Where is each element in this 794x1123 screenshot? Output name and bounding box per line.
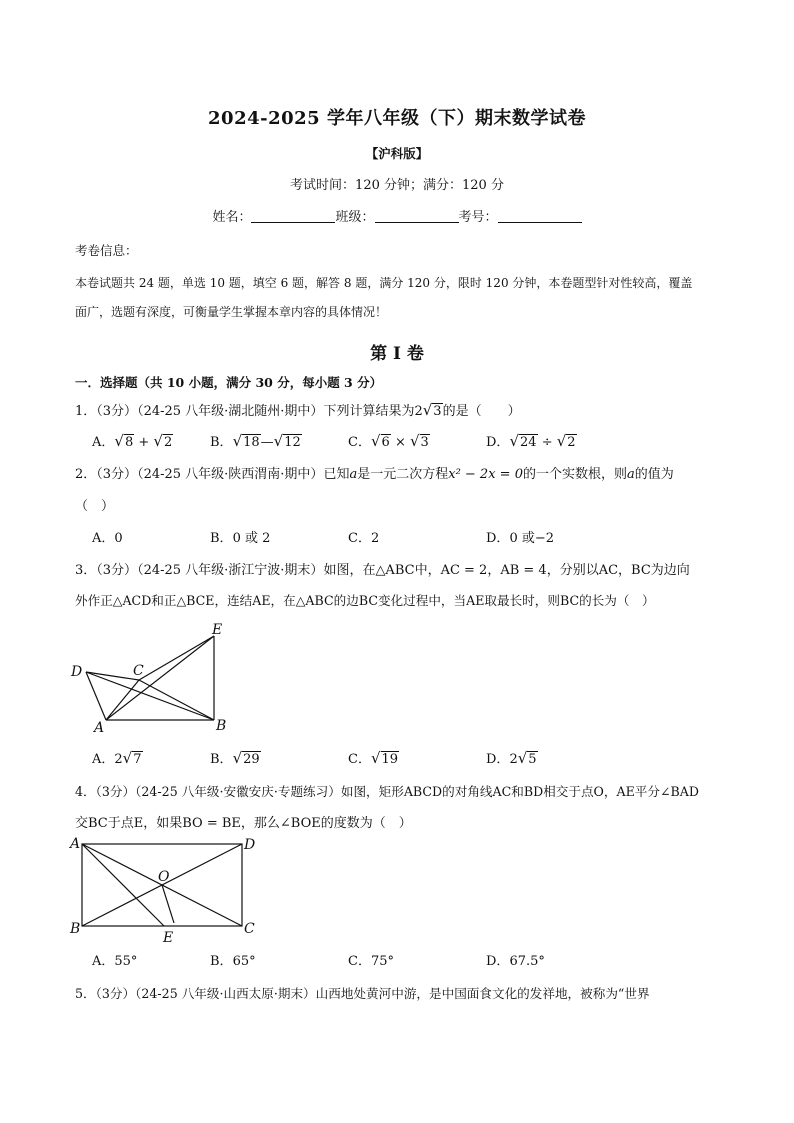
segment-ce (139, 636, 214, 680)
name-label: 姓名： (212, 210, 252, 225)
q3-option-c[interactable]: C．√19 (348, 749, 399, 767)
q4-option-d[interactable]: D．67.5° (486, 954, 545, 969)
exam-title: 2024-2025 学年八年级（下）期末数学试卷 (208, 108, 586, 129)
radical-2sqrt3: 2√3 (414, 401, 442, 419)
q2-option-d[interactable]: D．0 或−2 (486, 531, 555, 546)
name-blank[interactable] (251, 209, 335, 223)
section-title: 第 I 卷 (370, 344, 424, 364)
q3-option-a[interactable]: A．2√7 (92, 749, 142, 767)
question-3-line-2: 外作正△ACD和正△BCE，连结AE，在△ABC的边BC变化过程中，当AE取最长时，则BC的长为（ ） (75, 593, 655, 608)
class-label: 班级： (335, 210, 375, 225)
figure-rectangle-abcd (66, 832, 266, 948)
question-4-stem: 4．（3分）（24-25 八年级·安徽安庆·专题练习）如图，矩形ABCD的对角线AC和BD相交于点O，AE平分∠BAD (75, 784, 699, 799)
question-2-line-2: （ ） (75, 499, 115, 514)
info-line-1: 本卷试题共 24 题，单选 10 题，填空 6 题，解答 8 题，满分 120 分，限时 120 分钟，本卷题型针对性较高，覆盖 (75, 276, 693, 290)
label-e: E (163, 930, 174, 946)
figure-triangle-abc (66, 618, 246, 738)
student-info-row (0, 206, 794, 225)
label-b: B (216, 718, 227, 734)
part-heading: 一．选择题（共 10 小题，满分 30 分，每小题 3 分） (75, 375, 383, 390)
label-c: C (244, 921, 255, 937)
segment-dc-ext (86, 672, 214, 720)
question-5-stem: 5．（3分）（24-25 八年级·山西太原·期末）山西地处黄河中游，是中国面食文化的发祥地，被称为“世界 (75, 986, 650, 1001)
q3-option-d[interactable]: D．2√5 (486, 749, 537, 767)
equation: x² − 2x = 0 (448, 467, 523, 482)
q1-option-c[interactable]: C．√6 × √3 (348, 432, 429, 450)
bisector-ae (82, 844, 164, 926)
label-d: D (71, 664, 83, 680)
label-o: O (158, 869, 170, 885)
number-blank[interactable] (498, 209, 582, 223)
q4-option-b[interactable]: B．65° (210, 954, 256, 969)
class-blank[interactable] (375, 209, 459, 223)
info-heading: 考卷信息： (75, 243, 138, 258)
q4-option-a[interactable]: A．55° (92, 954, 138, 969)
info-line-2: 面广，选题有深度，可衡量学生掌握本章内容的具体情况！ (75, 305, 388, 319)
number-label: 考号： (458, 210, 498, 225)
q2-option-a[interactable]: A．0 (92, 531, 123, 546)
q4-option-c[interactable]: C．75° (348, 954, 394, 969)
label-b: B (70, 921, 81, 937)
q2-option-b[interactable]: B．0 或 2 (210, 531, 271, 546)
q3-option-b[interactable]: B．√29 (210, 749, 260, 767)
question-3-stem: 3．（3分）（24-25 八年级·浙江宁波·期末）如图，在△ABC中，AC = 2，AB = 4，分别以AC，BC为边向 (75, 563, 690, 578)
q1-option-d[interactable]: D．√24 ÷ √2 (486, 432, 576, 450)
q2-option-c[interactable]: C．2 (348, 531, 380, 546)
label-a: A (94, 720, 105, 736)
label-a: A (70, 836, 81, 852)
label-c: C (133, 663, 144, 679)
label-e: E (212, 622, 223, 638)
q1-option-a[interactable]: A．√8 + √2 (92, 432, 173, 450)
segment-ad (86, 672, 106, 720)
question-4-line-2: 交BC于点E，如果BO = BE，那么∠BOE的度数为（ ） (75, 816, 412, 831)
exam-time-info: 考试时间：120 分钟；满分：120 分 (290, 178, 504, 193)
label-d: D (244, 837, 256, 853)
edition-label: 【沪科版】 (365, 146, 429, 161)
question-2-stem: 2．（3分）（24-25 八年级·陕西渭南·期中）已知a是一元二次方程x² − 2x = 0的一个实数根，则a的值为 (75, 467, 674, 482)
question-1-stem: 1．（3分）（24-25 八年级·湖北随州·期中）下列计算结果为2√3的是（ ） (75, 401, 521, 419)
q1-option-b[interactable]: B．√18—√12 (210, 432, 301, 450)
segment-dc (86, 672, 139, 680)
